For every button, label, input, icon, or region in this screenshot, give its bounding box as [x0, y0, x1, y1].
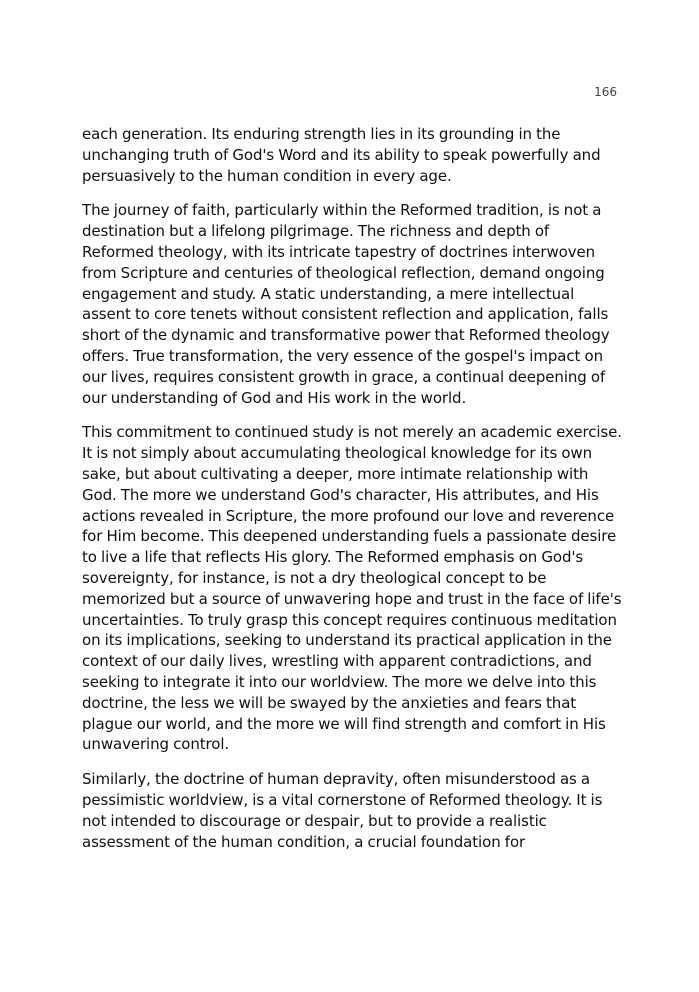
paragraph: each generation. Its enduring strength lies in its grounding in the unchanging truth of God's Word and its ability to speak powerfully and persuasively to the human condition in every age.	[82, 125, 601, 185]
paragraph: This commitment to continued study is not merely an academic exercise. It is not simply about accumulating theological knowledge for its own sake, but about cultivating a deeper, more intimate relationship with God. The more we understand God's character, His attributes, and His actions revealed in Scripture, the more profound our love and reverence for Him become. This deepened understanding fuels a passionate desire to live a life that reflects His glory. The Reformed emphasis on God's sovereignty, for instance, is not a dry theological concept to be memorized but a source of unwavering hope and trust in the face of life's uncertainties. To truly grasp this concept requires continuous meditation on its implications, seeking to understand its practical application in the context of our daily lives, wrestling with apparent contradictions, and seeking to integrate it into our worldview. The more we delve into this doctrine, the less we will be swayed by the anxieties and fears that plague our world, and the more we will find strength and comfort in His unwavering control.	[82, 423, 622, 754]
paragraph: The journey of faith, particularly within the Reformed tradition, is not a destination but a lifelong pilgrimage. The richness and depth of Reformed theology, with its intricate tapestry of doctrines interwoven from Scripture and centuries of theological reflection, demand ongoing engagement and study. A static understanding, a mere intellectual assent to core tenets without consistent reflection and application, falls short of the dynamic and transformative power that Reformed theology offers. True transformation, the very essence of the gospel's impact on our lives, requires consistent growth in grace, a continual deepening of our understanding of God and His work in the world.	[82, 201, 610, 407]
body-text	[82, 124, 622, 866]
paragraph: Similarly, the doctrine of human depravity, often misunderstood as a pessimistic worldview, is a vital cornerstone of Reformed theology. It is not intended to discourage or despair, but to provide a realistic assessment of the human condition, a crucial foundation for	[82, 770, 603, 851]
page-number: 166	[594, 85, 617, 99]
